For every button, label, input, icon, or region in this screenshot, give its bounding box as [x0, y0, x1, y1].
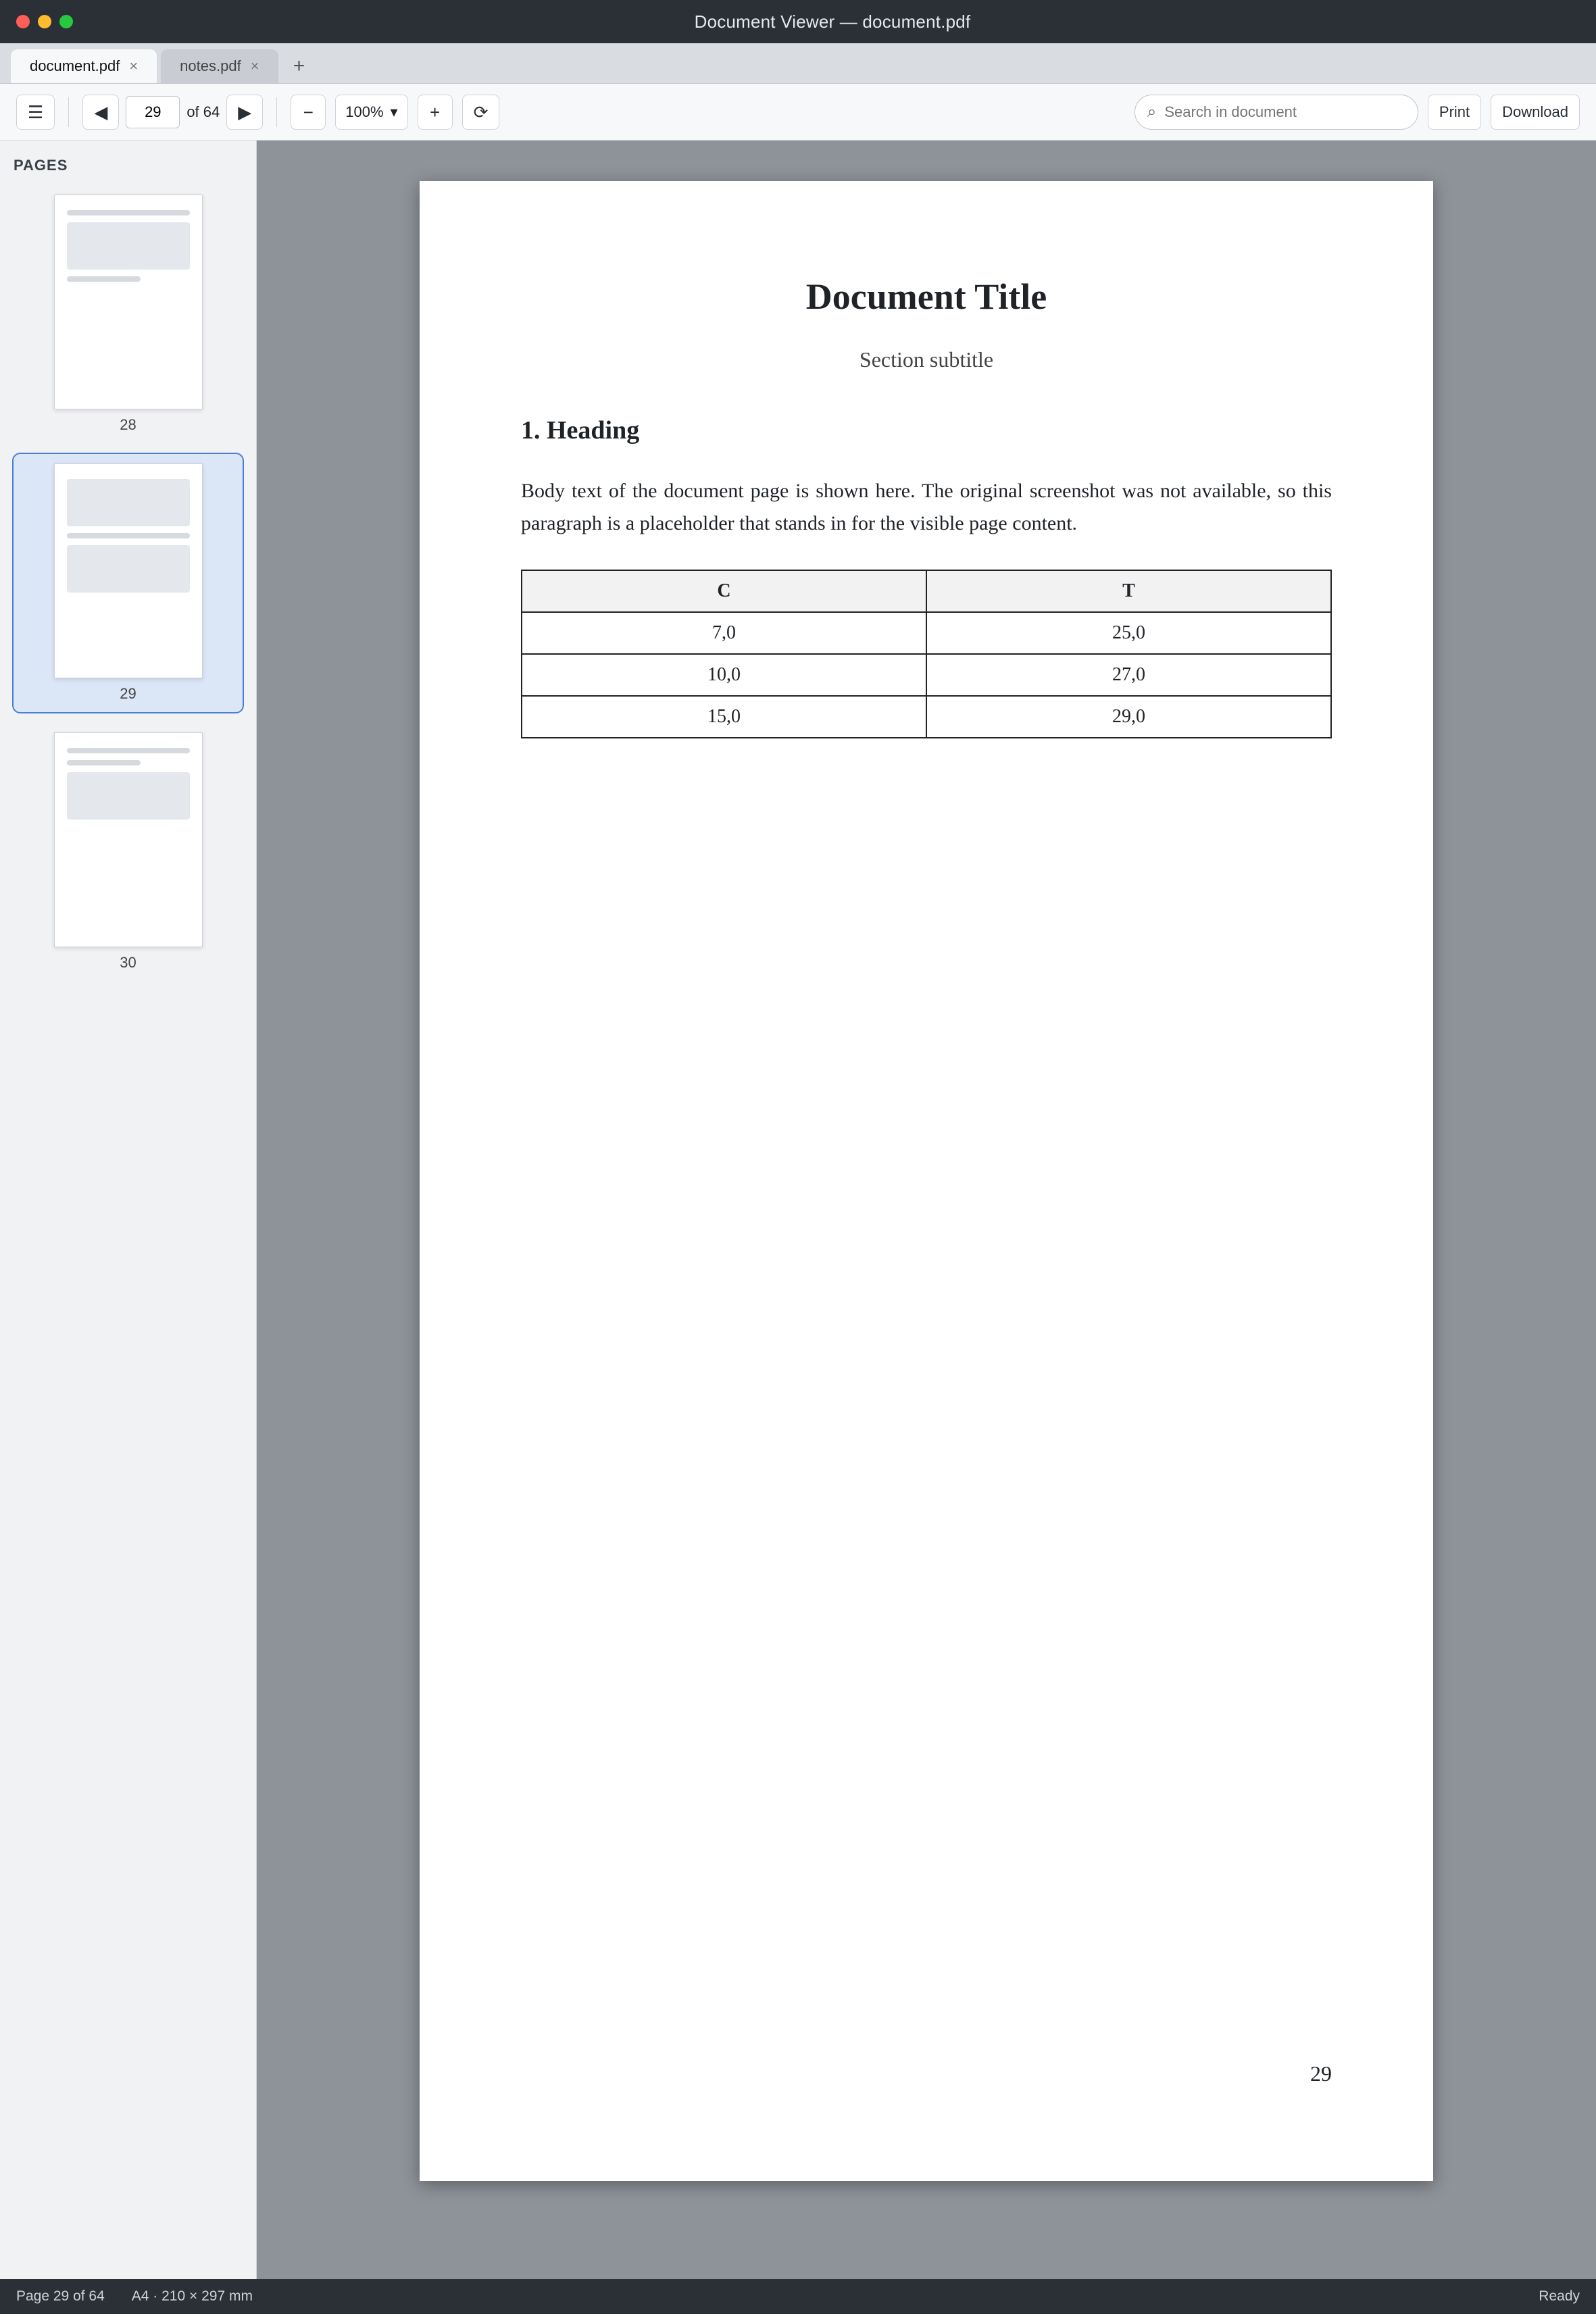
- download-button[interactable]: Download: [1491, 95, 1580, 130]
- table-cell: 15,0: [522, 696, 926, 738]
- rotate-button[interactable]: [462, 95, 500, 130]
- print-button[interactable]: Print: [1428, 95, 1481, 130]
- menu-icon: ☰: [28, 101, 44, 122]
- zoom-out-button[interactable]: [291, 95, 326, 130]
- zoom-level-select[interactable]: [335, 95, 407, 130]
- column-header: T: [926, 570, 1331, 612]
- table-cell: 25,0: [926, 612, 1331, 654]
- page-number-input[interactable]: [126, 96, 180, 128]
- minimize-window-button[interactable]: [38, 15, 51, 28]
- section-heading: 1. Heading: [521, 416, 640, 445]
- arrow-left-icon: ◀: [94, 101, 108, 122]
- chevron-down-icon: ▾: [390, 103, 398, 120]
- page-total-label: of 64: [186, 103, 220, 120]
- column-header: C: [522, 570, 926, 612]
- document-subtitle: Section subtitle: [859, 347, 994, 372]
- zoom-level-value: 100%: [345, 103, 384, 120]
- previous-page-button[interactable]: [82, 95, 119, 130]
- title-bar: [0, 0, 1596, 43]
- table-cell: 7,0: [522, 612, 926, 654]
- status-page-info: Page 29 of 64: [16, 2288, 105, 2304]
- thumbnail-line: [67, 533, 190, 538]
- next-page-button[interactable]: [226, 95, 263, 130]
- page-thumbnail-current[interactable]: [14, 454, 243, 712]
- close-window-button[interactable]: [16, 15, 30, 28]
- status-bar: [0, 2279, 1596, 2314]
- search-box: [1134, 95, 1418, 130]
- window-title: Document Viewer — document.pdf: [694, 11, 971, 32]
- tab-document[interactable]: [11, 49, 157, 83]
- table-cell: 29,0: [926, 696, 1331, 738]
- search-input[interactable]: [1164, 103, 1405, 121]
- sidebar-header: PAGES: [14, 157, 68, 174]
- sidebar-toggle-button[interactable]: [16, 95, 55, 130]
- tab-bar: [0, 43, 1596, 84]
- thumbnail-line: [67, 276, 141, 282]
- document-viewer[interactable]: [257, 141, 1596, 2279]
- thumbnail-line: [67, 748, 190, 753]
- thumbnail-block: [67, 545, 190, 593]
- status-page-size: A4 · 210 × 297 mm: [131, 2288, 253, 2304]
- thumbnail-preview: [54, 195, 203, 409]
- minus-icon: −: [303, 101, 314, 122]
- arrow-right-icon: ▶: [238, 101, 252, 122]
- page-thumbnail[interactable]: [14, 723, 243, 981]
- search-icon: ⌕: [1147, 102, 1157, 121]
- page-number: 29: [1310, 2061, 1332, 2086]
- close-icon[interactable]: ×: [250, 57, 259, 74]
- rotate-icon: ⟳: [473, 101, 489, 122]
- tab-label: notes.pdf: [180, 57, 241, 74]
- document-title: Document Title: [805, 276, 1047, 317]
- zoom-in-button[interactable]: [418, 95, 453, 130]
- thumbnail-line: [67, 760, 141, 765]
- thumbnail-preview: [54, 732, 203, 947]
- maximize-window-button[interactable]: [59, 15, 73, 28]
- thumbnail-line: [67, 210, 190, 216]
- plus-icon: +: [429, 101, 441, 122]
- window-controls: [16, 15, 73, 28]
- page-navigation: [82, 95, 263, 130]
- tab-notes[interactable]: [161, 49, 278, 83]
- thumbnail-preview: [54, 463, 203, 678]
- table-row: [522, 696, 1331, 738]
- data-table: [521, 570, 1332, 738]
- table-row: [522, 612, 1331, 654]
- main-area: [0, 141, 1596, 2279]
- thumbnail-label: 29: [120, 685, 136, 702]
- close-icon[interactable]: ×: [129, 57, 139, 74]
- document-page: [420, 181, 1433, 2181]
- body-paragraph: Body text of the document page is shown here. The original screenshot was not available, so this paragraph is a placeholder that stands in for the visible page content.: [521, 480, 1332, 534]
- toolbar-divider: [68, 97, 69, 127]
- toolbar-divider: [276, 97, 277, 127]
- page-thumbnail[interactable]: [14, 185, 243, 443]
- status-state: Ready: [1539, 2288, 1580, 2304]
- toolbar: [0, 84, 1596, 141]
- thumbnail-label: 30: [120, 954, 136, 971]
- thumbnail-label: 28: [120, 416, 136, 433]
- thumbnail-block: [67, 772, 190, 820]
- tab-label: document.pdf: [30, 57, 120, 74]
- table-cell: 10,0: [522, 654, 926, 696]
- thumbnail-block: [67, 222, 190, 270]
- thumbnail-block: [67, 479, 190, 526]
- table-row: [522, 654, 1331, 696]
- new-tab-button[interactable]: +: [293, 55, 305, 77]
- thumbnail-sidebar: [0, 141, 257, 2279]
- table-header-row: [522, 570, 1331, 612]
- table-cell: 27,0: [926, 654, 1331, 696]
